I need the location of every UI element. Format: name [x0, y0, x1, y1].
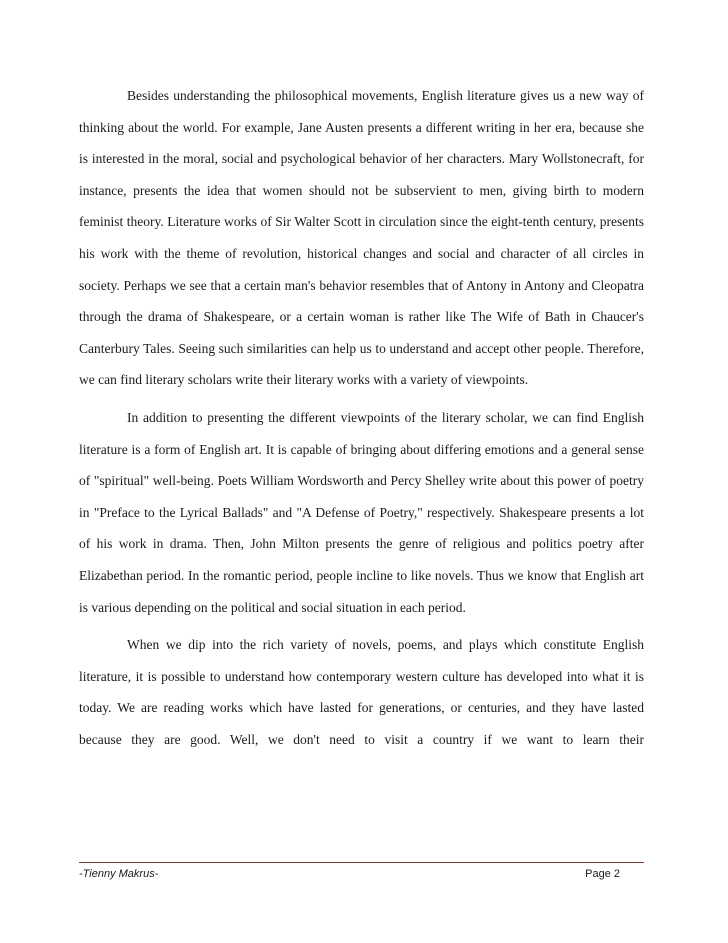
paragraph-2: In addition to presenting the different viewpoints of the literary scholar, we can find English literature is a form of English art. It is capable of bringing about differing emotions and a general sense of "spiritual" well-being. Poets William Wordsworth and Percy Shelley write about this power of poetry in "Preface to the Lyrical Ballads" and "A Defense of Poetry," respectively. Shakespeare presents a lot of his work in drama. Then, John Milton presents the genre of religious and politics poetry after Elizabethan period. In the romantic period, people incline to like novels. Thus we know that English art is various depending on the political and social situation in each period.	[79, 409, 644, 615]
page-footer	[79, 868, 644, 880]
document-body	[79, 80, 644, 755]
paragraph-1: Besides understanding the philosophical movements, English literature gives us a new way of thinking about the world. For example, Jane Austen presents a different writing in her era, because she is interested in the moral, social and psychological behavior of her characters. Mary Wollstonecraft, for instance, presents the idea that women should not be subservient to men, giving birth to modern feminist theory. Literature works of Sir Walter Scott in circulation since the eight-tenth century, presents his work with the theme of revolution, historical changes and social and character of all circles in society. Perhaps we see that a certain man's behavior resembles that of Antony in Antony and Cleopatra through the drama of Shakespeare, or a certain woman is rather like The Wife of Bath in Chaucer's Canterbury Tales. Seeing such similarities can help us to understand and accept other people. Therefore, we can find literary scholars write their literary works with a variety of viewpoints.	[79, 88, 644, 388]
footer-divider	[79, 862, 644, 863]
footer-author: -Tienny Makrus-	[79, 868, 159, 880]
paragraph-3: When we dip into the rich variety of novels, poems, and plays which constitute English literature, it is possible to understand how contemporary western culture has developed into what it is today. We are reading works which have lasted for generations, or centuries, and they have lasted because they are good. Well, we don't need to visit a country if we want to learn their	[79, 637, 644, 747]
footer-page-number: Page 2	[585, 868, 620, 880]
